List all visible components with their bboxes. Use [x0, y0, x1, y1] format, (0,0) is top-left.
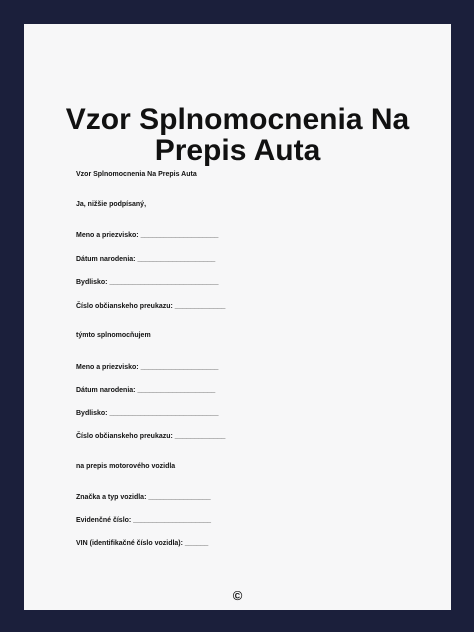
vehicle-make-field: Značka a typ vozidla: ________________ [76, 494, 211, 501]
document-page [24, 24, 451, 610]
document-title: Vzor Splnomocnenia Na Prepis Auta [65, 103, 410, 167]
copyright-icon: © [232, 588, 243, 603]
agent-address-field: Bydlisko: ____________________________ [76, 410, 219, 417]
agent-name-field: Meno a priezvisko: ____________________ [76, 364, 219, 371]
agent-id-field: Číslo občianskeho preukazu: _____________ [76, 433, 226, 440]
principal-name-field: Meno a priezvisko: ____________________ [76, 232, 219, 239]
agent-birthdate-field: Dátum narodenia: ____________________ [76, 387, 216, 394]
intro-text: Ja, nižšie podpísaný, [76, 201, 147, 208]
authorization-text: týmto splnomocňujem [76, 332, 151, 339]
principal-address-field: Bydlisko: ____________________________ [76, 279, 219, 286]
vin-field: VIN (identifikačné číslo vozidla): ______ [76, 540, 209, 547]
principal-birthdate-field: Dátum narodenia: ____________________ [76, 256, 216, 263]
registration-number-field: Evidenčné číslo: ____________________ [76, 517, 212, 524]
principal-id-field: Číslo občianskeho preukazu: _____________ [76, 303, 226, 310]
purpose-text: na prepis motorového vozidla [76, 463, 176, 470]
document-heading: Vzor Splnomocnenia Na Prepis Auta [76, 171, 197, 178]
